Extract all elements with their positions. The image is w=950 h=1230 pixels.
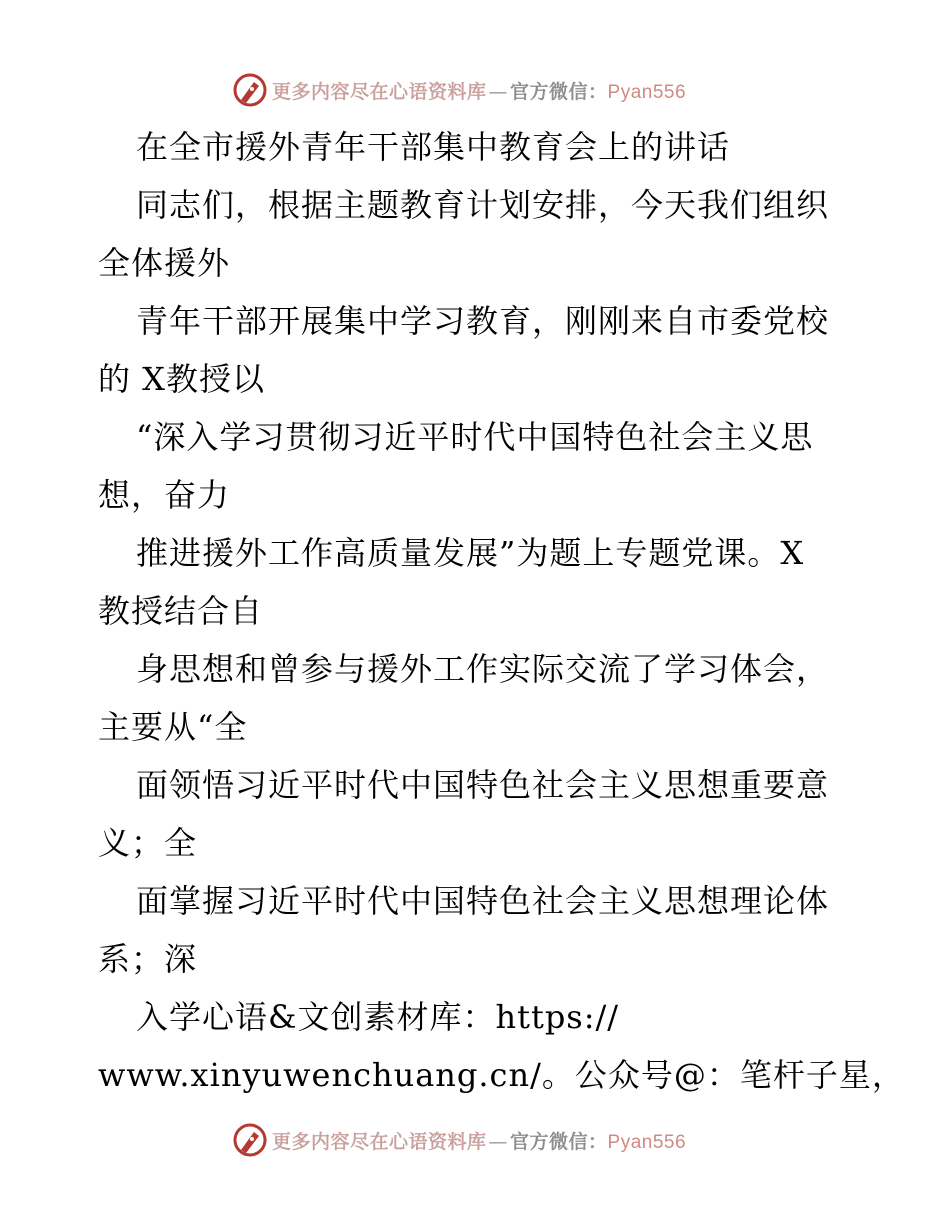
paragraph-line: 面领悟习近平时代中国特色社会主义思想重要意 bbox=[136, 766, 830, 804]
document-body bbox=[98, 118, 905, 1104]
document-title: 在全市援外青年干部集中教育会上的讲话 bbox=[136, 128, 731, 166]
pen-nib-logo-icon bbox=[232, 1122, 268, 1158]
banner-wechat-label: 官方微信： bbox=[510, 80, 608, 103]
paragraph-line: 义；全 bbox=[98, 824, 198, 862]
footer-banner bbox=[232, 1120, 686, 1160]
banner-dash: — bbox=[488, 80, 509, 103]
paragraph-line: 入学心语&文创素材库：https:// bbox=[136, 998, 620, 1036]
paragraph-line: 身思想和曾参与援外工作实际交流了学习体会， bbox=[136, 650, 830, 688]
paragraph-line: 面掌握习近平时代中国特色社会主义思想理论体 bbox=[136, 882, 830, 920]
paragraph-line: 教授结合自 bbox=[98, 592, 264, 630]
paragraph-line: www.xinyuwenchuang.cn/。公众号@：笔杆子星， bbox=[98, 1056, 905, 1094]
paragraph-line: 的 X教授以 bbox=[98, 360, 265, 398]
paragraph-line: 主要从“全 bbox=[98, 708, 248, 746]
banner-text bbox=[272, 1127, 686, 1154]
banner-wechat-label: 官方微信： bbox=[510, 1130, 608, 1153]
banner-wechat-id: Pyan556 bbox=[607, 81, 687, 103]
banner-wechat-id: Pyan556 bbox=[607, 1131, 687, 1153]
paragraph-line: 推进援外工作高质量发展”为题上专题党课。X bbox=[136, 534, 805, 572]
header-banner bbox=[232, 70, 686, 110]
banner-main-text: 更多内容尽在心语资料库 bbox=[272, 80, 487, 103]
paragraph-line: 同志们，根据主题教育计划安排，今天我们组织 bbox=[136, 186, 830, 224]
paragraph-line: 想，奋力 bbox=[98, 476, 231, 514]
paragraph-line: “深入学习贯彻习近平时代中国特色社会主义思 bbox=[136, 418, 814, 456]
banner-main-text: 更多内容尽在心语资料库 bbox=[272, 1130, 487, 1153]
paragraph-line: 全体援外 bbox=[98, 244, 231, 282]
banner-dash: — bbox=[488, 1130, 509, 1153]
pen-nib-logo-icon bbox=[232, 72, 268, 108]
paragraph-line: 青年干部开展集中学习教育，刚刚来自市委党校 bbox=[136, 302, 830, 340]
banner-text bbox=[272, 77, 686, 104]
paragraph-line: 系；深 bbox=[98, 940, 198, 978]
